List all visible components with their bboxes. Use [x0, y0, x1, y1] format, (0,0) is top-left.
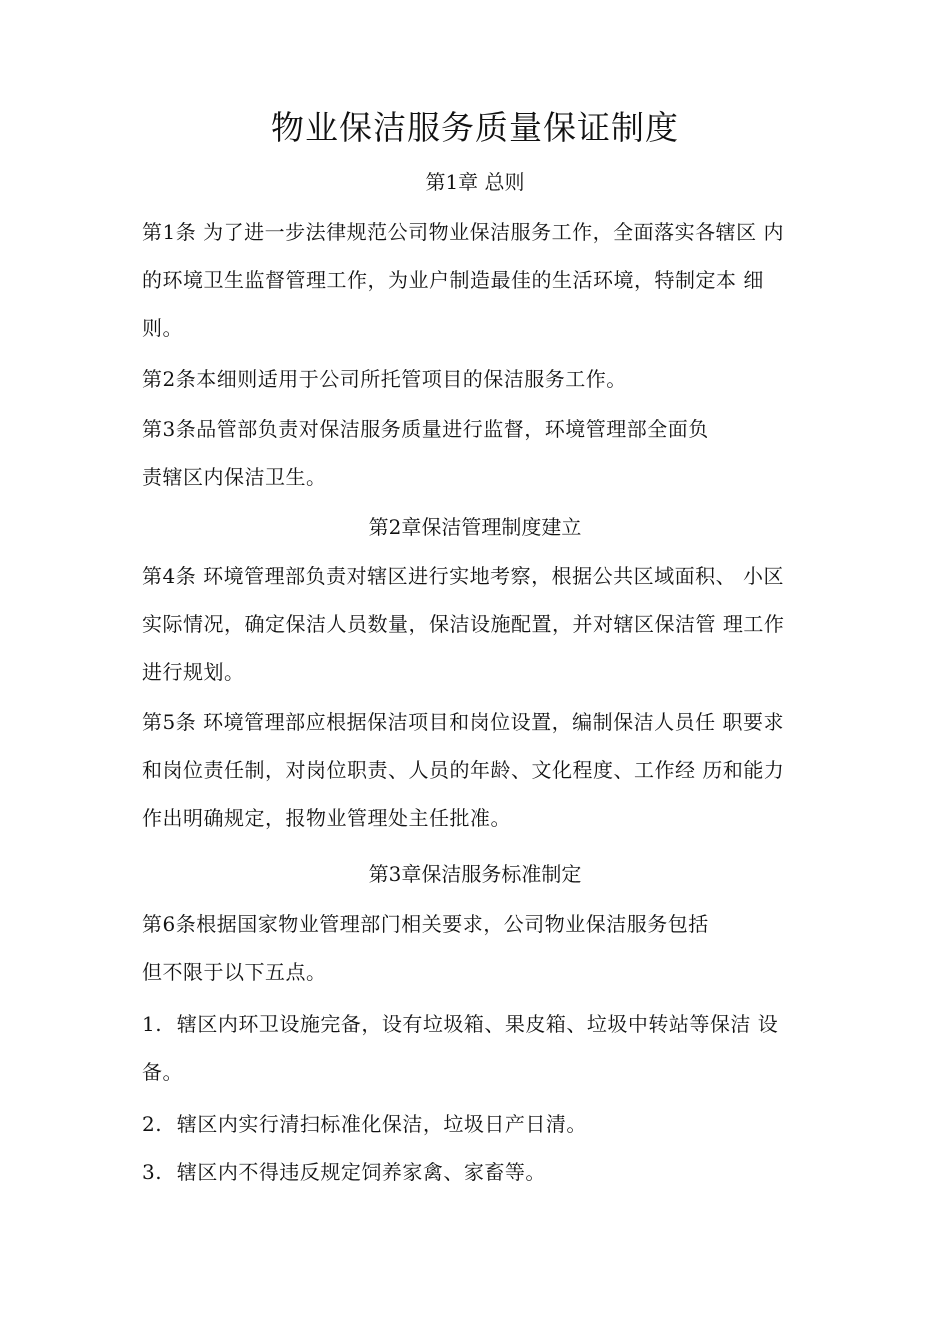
list-number: 2. [142, 1112, 163, 1136]
article-5-line: 第5条 环境管理部应根据保洁项目和岗位设置，编制保洁人员任 职要求 [142, 710, 784, 734]
list-number: 3. [142, 1160, 163, 1184]
article-6 [142, 900, 842, 996]
article-2 [142, 355, 842, 403]
article-3 [142, 405, 842, 501]
article-5-line: 作出明确规定，报物业管理处主任批准。 [142, 806, 511, 830]
list-text: 辖区内实行清扫标准化保洁，垃圾日产日清。 [176, 1112, 587, 1136]
article-2-line: 第2条本细则适用于公司所托管项目的保洁服务工作。 [142, 367, 627, 391]
chapter-heading-1: 第1章 总则 [425, 170, 525, 194]
list-number: 1. [142, 1012, 163, 1036]
list-text: 辖区内环卫设施完备，设有垃圾箱、果皮箱、垃圾中转站等保洁 设 [176, 1012, 779, 1036]
chapter-heading-2: 第2章保洁管理制度建立 [368, 515, 582, 539]
article-5 [142, 698, 842, 842]
list-item-2 [142, 1100, 842, 1148]
list-item-3 [142, 1148, 842, 1196]
article-1 [142, 208, 842, 352]
article-1-line: 的环境卫生监督管理工作，为业户制造最佳的生活环境，特制定本 细 [142, 268, 764, 292]
article-6-line: 但不限于以下五点。 [142, 960, 327, 984]
article-3-line: 责辖区内保洁卫生。 [142, 465, 327, 489]
article-5-line: 和岗位责任制，对岗位职责、人员的年龄、文化程度、工作经 历和能力 [142, 758, 785, 782]
article-3-line: 第3条品管部负责对保洁服务质量进行监督，环境管理部全面负 [142, 417, 709, 441]
article-4 [142, 552, 842, 696]
article-4-line: 第4条 环境管理部负责对辖区进行实地考察，根据公共区域面积、 小区 [142, 564, 784, 588]
article-6-line: 第6条根据国家物业管理部门相关要求，公司物业保洁服务包括 [142, 912, 709, 936]
article-4-line: 进行规划。 [142, 660, 245, 684]
article-1-line: 第1条 为了进一步法律规范公司物业保洁服务工作，全面落实各辖区 内 [142, 220, 784, 244]
list-item-1 [142, 1000, 842, 1096]
list-text: 备。 [142, 1060, 183, 1084]
article-4-line: 实际情况，确定保洁人员数量，保洁设施配置，并对辖区保洁管 理工作 [142, 612, 785, 636]
document-title: 物业保洁服务质量保证制度 [271, 108, 679, 147]
chapter-heading-3: 第3章保洁服务标准制定 [368, 862, 582, 886]
article-1-line: 则。 [142, 316, 183, 340]
list-text: 辖区内不得违反规定饲养家禽、家畜等。 [176, 1160, 546, 1184]
